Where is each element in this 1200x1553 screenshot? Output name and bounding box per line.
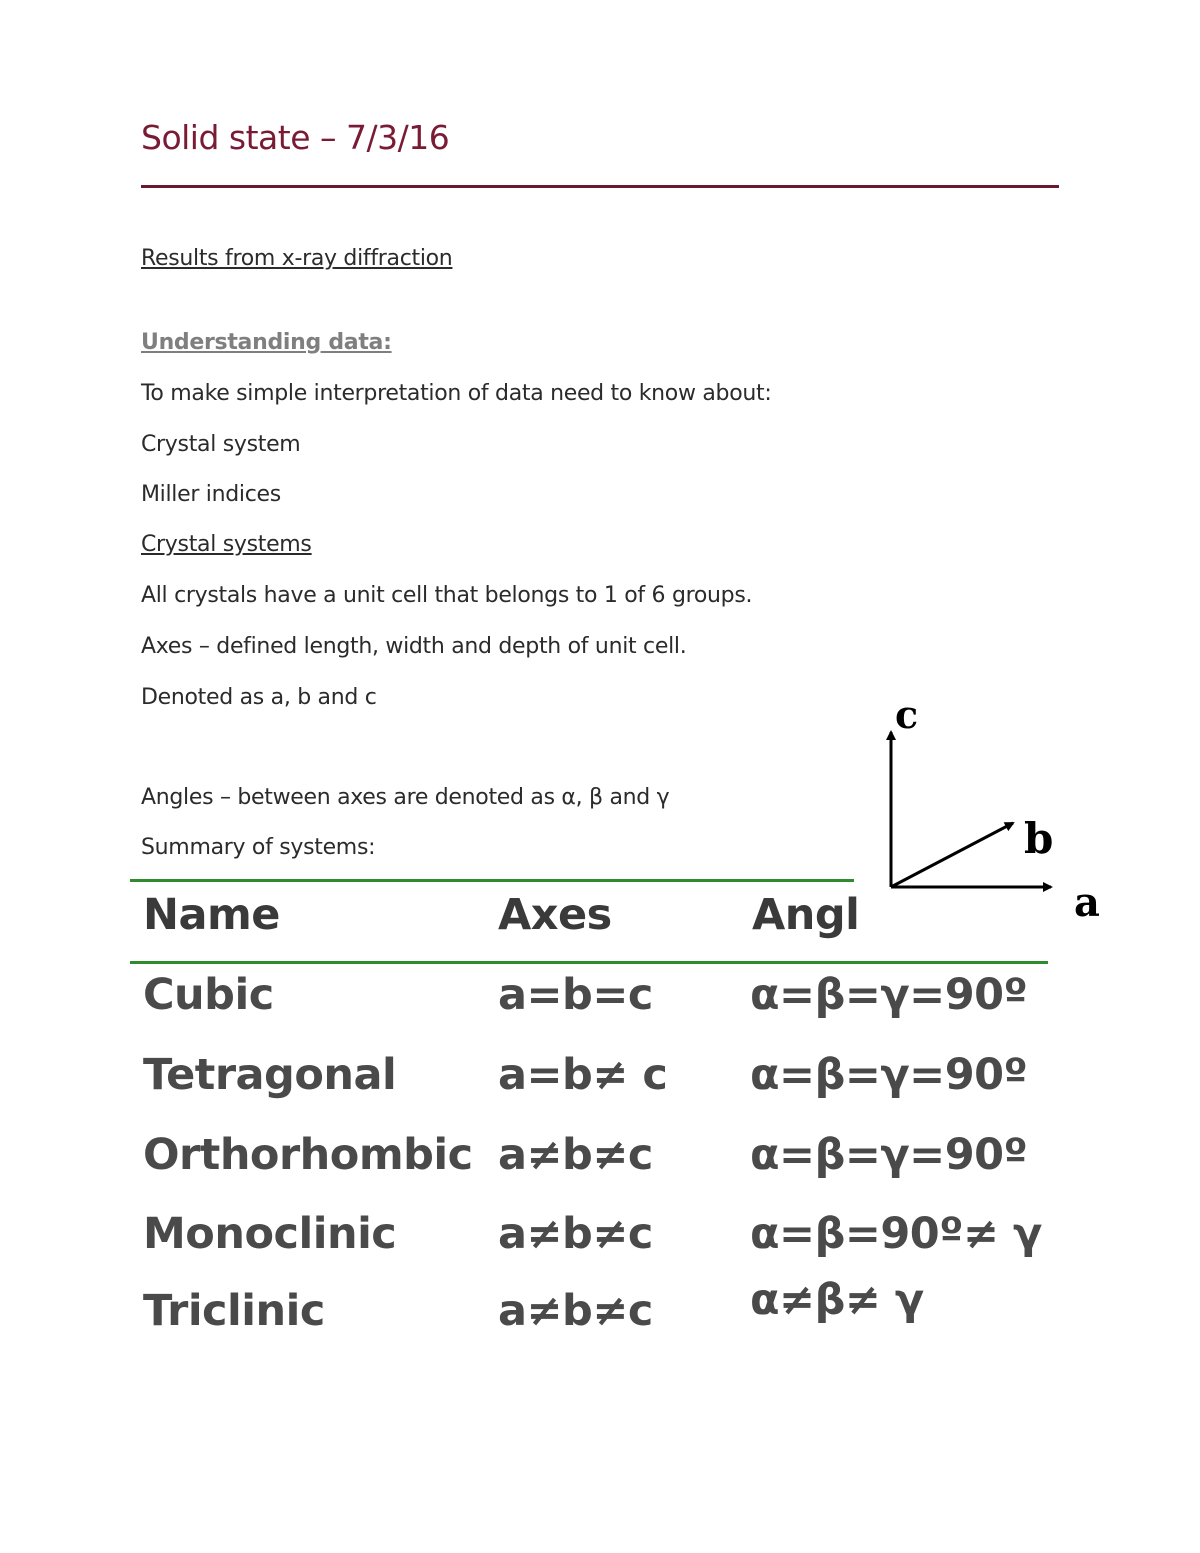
axes-definition-text: Axes – defined length, width and depth of unit cell. — [141, 634, 687, 659]
row-cubic-axes: a=b=c — [498, 970, 653, 1020]
row-orthorhombic-name: Orthorhombic — [143, 1130, 473, 1180]
row-cubic-name: Cubic — [143, 970, 274, 1020]
row-monoclinic-angles: α=β=90º≠ γ — [750, 1209, 1042, 1259]
row-monoclinic-axes: a≠b≠c — [498, 1209, 653, 1259]
interpretation-text: To make simple interpretation of data need to know about: — [141, 381, 772, 406]
row-triclinic-axes: a≠b≠c — [498, 1286, 653, 1336]
header-name: Name — [143, 890, 280, 940]
table-top-rule — [130, 879, 854, 882]
page-title: Solid state – 7/3/16 — [141, 118, 450, 157]
row-tetragonal-angles: α=β=γ=90º — [750, 1050, 1028, 1100]
crystal-systems-heading: Crystal systems — [141, 532, 312, 557]
row-tetragonal-name: Tetragonal — [143, 1050, 397, 1100]
unit-cell-text: All crystals have a unit cell that belongs to 1 of 6 groups. — [141, 583, 753, 608]
row-orthorhombic-axes: a≠b≠c — [498, 1130, 653, 1180]
axis-label-c: c — [895, 692, 919, 737]
b-axis-arrow — [891, 823, 1013, 887]
miller-indices-item: Miller indices — [141, 482, 281, 507]
understanding-heading: Understanding data: — [141, 330, 392, 355]
denoted-text: Denoted as a, b and c — [141, 685, 377, 710]
row-triclinic-angles: α≠β≠ γ — [750, 1275, 924, 1325]
results-heading: Results from x-ray diffraction — [141, 246, 453, 271]
row-tetragonal-axes: a=b≠ c — [498, 1050, 668, 1100]
table-header-rule — [130, 961, 1048, 964]
row-orthorhombic-angles: α=β=γ=90º — [750, 1130, 1028, 1180]
row-monoclinic-name: Monoclinic — [143, 1209, 397, 1259]
row-triclinic-name: Triclinic — [143, 1286, 325, 1336]
header-axes: Axes — [498, 890, 612, 940]
unit-cell-axes-diagram — [870, 690, 1110, 930]
row-cubic-angles: α=β=γ=90º — [750, 970, 1028, 1020]
title-divider — [141, 185, 1059, 188]
crystal-system-item: Crystal system — [141, 432, 301, 457]
angles-definition-text: Angles – between axes are denoted as α, β and γ — [141, 785, 670, 810]
axis-label-a: a — [1074, 879, 1100, 926]
header-angles: Angl — [752, 890, 860, 940]
axis-label-b: b — [1024, 814, 1054, 863]
summary-text: Summary of systems: — [141, 835, 376, 860]
